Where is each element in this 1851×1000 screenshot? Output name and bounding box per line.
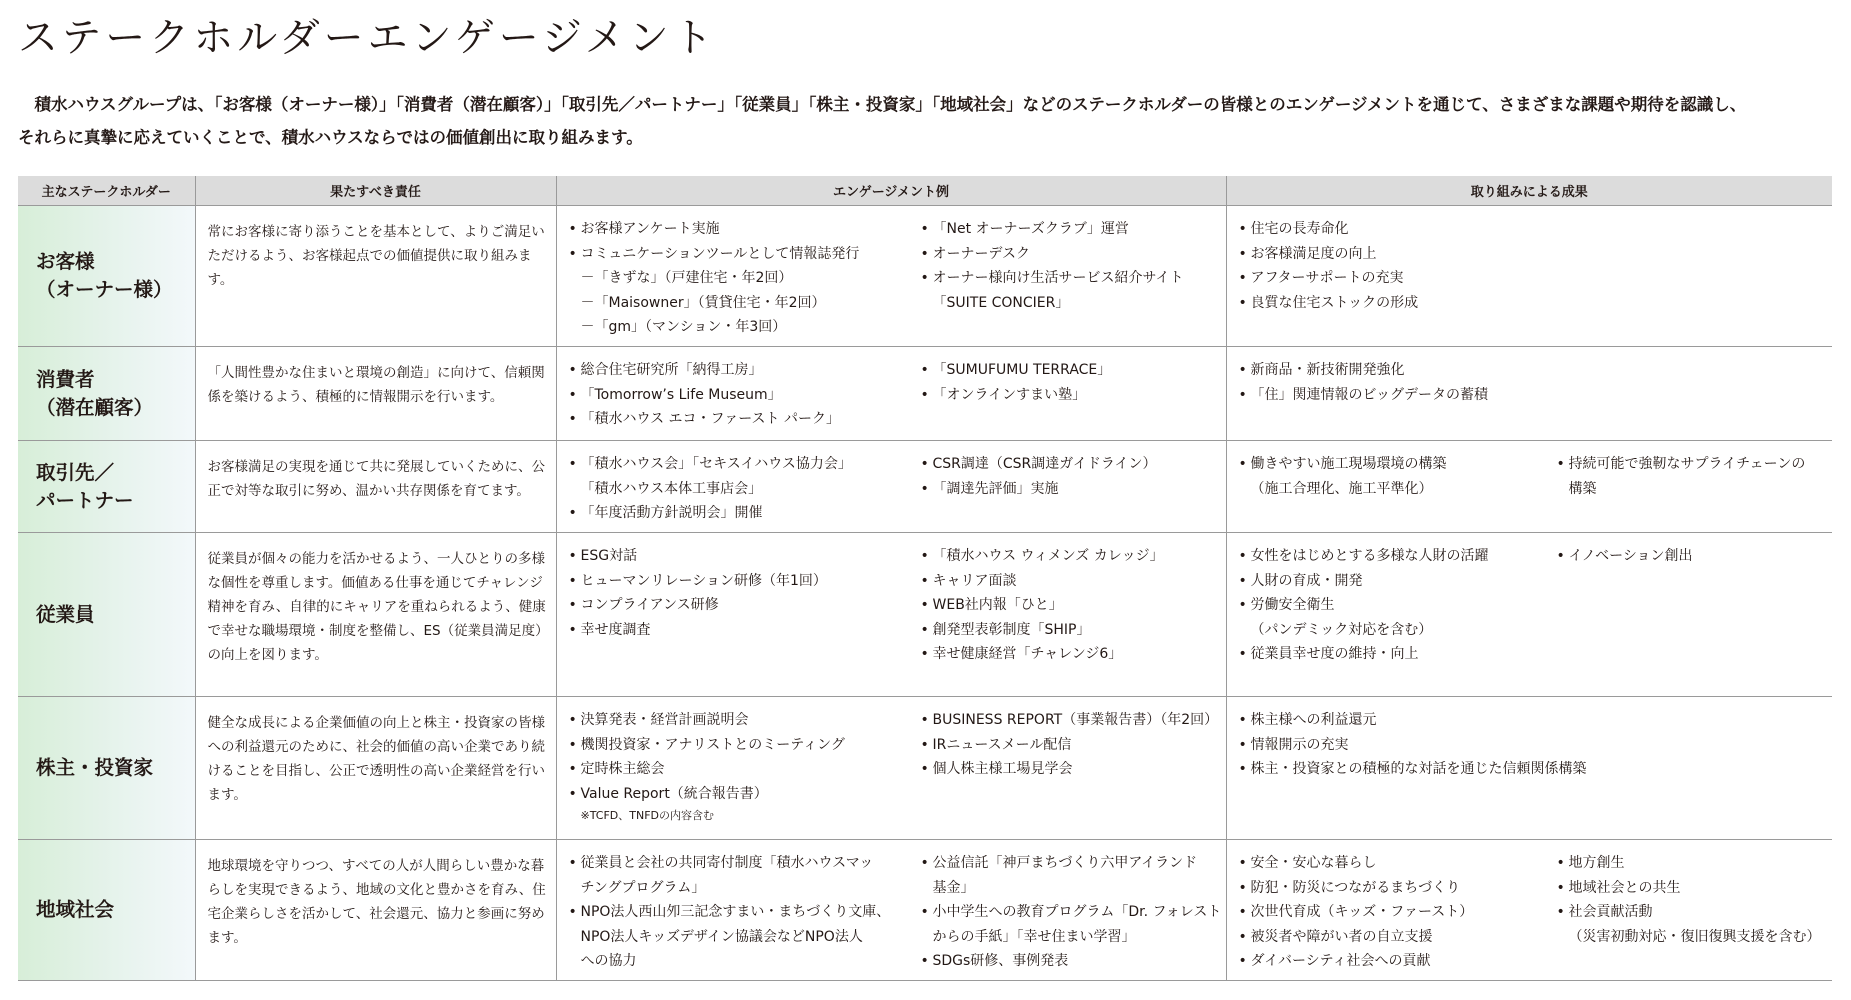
results-item: • 「住」関連情報のビッグデータの蓄積 <box>1237 383 1555 408</box>
header-stakeholder: 主なステークホルダー <box>18 176 195 206</box>
results-item: • 持続可能で強靭なサプライチェーンの <box>1555 452 1827 477</box>
engagement-item: • 決算発表・経営計画説明会 <box>567 708 919 733</box>
engagement-item: • 定時株主総会 <box>567 757 919 782</box>
engagement-list <box>919 708 1220 782</box>
engagement-list <box>567 217 919 340</box>
engagement-item: • ヒューマンリレーション研修（年1回） <box>567 569 919 594</box>
engagement-item: • 幸せ健康経営「チャレンジ6」 <box>919 642 1220 667</box>
engagement-item: －「Maisowner」（賃貸住宅・年2回） <box>580 294 826 311</box>
results-list <box>1237 452 1555 501</box>
results-item: • ダイバーシティ社会への貢献 <box>1237 949 1555 974</box>
engagement-list <box>919 217 1220 315</box>
engagement-item: • ESG対話 <box>567 544 919 569</box>
results-item: • 防犯・防災につながるまちづくり <box>1237 876 1555 901</box>
results-item: • 社会貢献活動 <box>1555 900 1827 925</box>
results-list <box>1555 452 1827 501</box>
engagement-item: NPO法人キッズデザイン協議会などNPO法人 <box>580 928 863 945</box>
engagement-item: • CSR調達（CSR調達ガイドライン） <box>919 452 1220 477</box>
engagement-list <box>919 452 1220 501</box>
results-item: • 株主・投資家との積極的な対話を通じた信頼関係構築 <box>1237 757 1555 782</box>
responsibility-cell: 常にお客様に寄り添うことを基本として、よりご満足いただけるよう、お客様起点での価値提供に取り組みます。 <box>195 206 556 347</box>
responsibility-cell: 「人間性豊かな住まいと環境の創造」に向けて、信頼関係を築けるよう、積極的に情報開示を行います。 <box>195 347 556 441</box>
engagement-item: • お客様アンケート実施 <box>567 217 919 242</box>
results-item: • 地方創生 <box>1555 851 1827 876</box>
intro-text <box>18 88 1830 154</box>
table-row <box>18 840 1832 981</box>
results-list <box>1237 358 1555 407</box>
engagement-item: • 総合住宅研究所「納得工房」 <box>567 358 919 383</box>
header-engagement: エンゲージメント例 <box>556 176 1226 206</box>
engagement-list <box>919 544 1220 667</box>
stakeholder-name: 株主・投資家 <box>36 756 154 779</box>
engagement-item: チングプログラム」 <box>580 879 706 896</box>
stakeholder-name: 消費者 <box>36 367 95 391</box>
results-item: • 人財の育成・開発 <box>1237 569 1555 594</box>
stakeholder-cell <box>18 206 195 347</box>
results-item: 構築 <box>1568 480 1597 497</box>
results-list <box>1237 851 1555 974</box>
engagement-item: • 個人株主様工場見学会 <box>919 757 1220 782</box>
table-body <box>18 206 1832 981</box>
results-item: • 新商品・新技術開発強化 <box>1237 358 1555 383</box>
results-list <box>1237 217 1555 315</box>
engagement-item: • 公益信託「神戸まちづくり六甲アイランド <box>919 851 1222 876</box>
header-responsibility: 果たすべき責任 <box>195 176 556 206</box>
engagement-cell <box>556 840 1226 981</box>
engagement-list <box>567 544 919 642</box>
stakeholder-cell <box>18 840 195 981</box>
engagement-item: • 「SUMUFUMU TERRACE」 <box>919 358 1220 383</box>
stakeholder-name: （潜在顧客） <box>36 395 154 419</box>
results-item: • 株主様への利益還元 <box>1237 708 1555 733</box>
results-cell <box>1226 441 1832 533</box>
engagement-item: • コンプライアンス研修 <box>567 593 919 618</box>
results-item: • アフターサポートの充実 <box>1237 266 1555 291</box>
results-item: • 地域社会との共生 <box>1555 876 1827 901</box>
engagement-cell <box>556 206 1226 347</box>
engagement-item: • 「調達先評価」実施 <box>919 477 1220 502</box>
engagement-item: 基金」 <box>932 879 975 896</box>
engagement-item: • オーナー様向け生活サービス紹介サイト <box>919 266 1220 291</box>
engagement-cell <box>556 347 1226 441</box>
results-list <box>1555 851 1827 949</box>
results-item: （施工合理化、施工平準化） <box>1250 480 1433 497</box>
engagement-item: への協力 <box>580 953 637 969</box>
results-cell <box>1226 533 1832 697</box>
engagement-item: • 「Tomorrow’s Life Museum」 <box>567 383 919 408</box>
stakeholder-name: お客様 <box>36 250 95 273</box>
engagement-item: • 創発型表彰制度「SHIP」 <box>919 618 1220 643</box>
engagement-item: • 「オンラインすまい塾」 <box>919 383 1220 408</box>
responsibility-cell: 地球環境を守りつつ、すべての人が人間らしい豊かな暮らしを実現できるよう、地域の文化と豊かさを育み、住宅企業らしさを活かして、社会還元、協力と参画に努めます。 <box>195 840 556 981</box>
results-item: • 働きやすい施工現場環境の構築 <box>1237 452 1555 477</box>
engagement-item: • SDGs研修、事例発表 <box>919 949 1222 974</box>
engagement-item: • キャリア面談 <box>919 569 1220 594</box>
stakeholder-name: パートナー <box>36 488 134 512</box>
engagement-item: • 「Net オーナーズクラブ」運営 <box>919 217 1220 242</box>
responsibility-cell: 健全な成長による企業価値の向上と株主・投資家の皆様への利益還元のために、社会的価値の高い企業であり続けることを目指し、公正で透明性の高い企業経営を行います。 <box>195 697 556 840</box>
engagement-list <box>567 452 919 526</box>
engagement-list <box>567 851 919 974</box>
results-item: • 情報開示の充実 <box>1237 733 1555 758</box>
engagement-item: • 「年度活動方針説明会」開催 <box>567 501 919 526</box>
engagement-item: からの手紙」「幸せ住まい学習」 <box>932 928 1136 945</box>
results-item: • 従業員幸せ度の維持・向上 <box>1237 642 1555 667</box>
stakeholder-cell <box>18 347 195 441</box>
stakeholder-cell <box>18 533 195 697</box>
engagement-item: －「gm」（マンション・年3回） <box>580 319 787 335</box>
engagement-cell <box>556 697 1226 840</box>
responsibility-cell: お客様満足の実現を通じて共に発展していくために、公正で対等な取引に努め、温かい共存関係を育てます。 <box>195 441 556 533</box>
stakeholder-cell <box>18 441 195 533</box>
engagement-item: • 幸せ度調査 <box>567 618 919 643</box>
engagement-item: 「積水ハウス本体工事店会」 <box>580 480 763 497</box>
results-list <box>1555 544 1827 569</box>
stakeholder-name: 取引先／ <box>36 460 115 484</box>
engagement-list <box>919 851 1222 974</box>
engagement-cell <box>556 533 1226 697</box>
results-list <box>1237 708 1587 782</box>
results-cell <box>1226 206 1832 347</box>
engagement-item: • 「積水ハウス ウィメンズ カレッジ」 <box>919 544 1220 569</box>
engagement-item: • 従業員と会社の共同寄付制度「積水ハウスマッ <box>567 851 919 876</box>
stakeholder-table <box>18 176 1832 981</box>
table-header-row <box>18 176 1832 206</box>
engagement-item: • 「積水ハウス会」「セキスイハウス協力会」 <box>567 452 919 477</box>
results-list <box>1237 544 1555 667</box>
engagement-item: • オーナーデスク <box>919 242 1220 267</box>
engagement-list <box>919 358 1220 407</box>
engagement-item: • Value Report（統合報告書） <box>567 782 919 807</box>
responsibility-cell: 従業員が個々の能力を活かせるよう、一人ひとりの多様な個性を尊重します。価値ある仕事を通じてチャレンジ精神を育み、自律的にキャリアを重ねられるよう、健康で幸せな職場環境・制度を整備し、ES（従業員満足度）の向上を図ります。 <box>195 533 556 697</box>
engagement-item: • WEB社内報「ひと」 <box>919 593 1220 618</box>
engagement-item: • NPO法人西山夘三記念すまい・まちづくり文庫、 <box>567 900 919 925</box>
results-cell <box>1226 840 1832 981</box>
engagement-item: • 機関投資家・アナリストとのミーティング <box>567 733 919 758</box>
results-cell <box>1226 347 1832 441</box>
results-item: • 安全・安心な暮らし <box>1237 851 1555 876</box>
engagement-item: • コミュニケーションツールとして情報誌発行 <box>567 242 919 267</box>
engagement-item: ※TCFD、TNFDの内容含む <box>580 809 715 822</box>
results-item: • 被災者や障がい者の自立支援 <box>1237 925 1555 950</box>
table-row <box>18 697 1832 840</box>
table-row <box>18 533 1832 697</box>
engagement-item: • 「積水ハウス エコ・ファースト パーク」 <box>567 407 919 432</box>
page-title: ステークホルダーエンゲージメント <box>18 15 717 61</box>
stakeholder-name: 従業員 <box>36 602 95 626</box>
results-item: （災害初動対応・復旧復興支援を含む） <box>1568 928 1821 945</box>
table-row <box>18 206 1832 347</box>
results-item: • 良質な住宅ストックの形成 <box>1237 291 1555 316</box>
engagement-cell <box>556 441 1226 533</box>
table-row <box>18 347 1832 441</box>
intro-line: それらに真摯に応えていくことで、積水ハウスならではの価値創出に取り組みます。 <box>18 128 643 147</box>
stakeholder-name: 地域社会 <box>36 898 115 921</box>
intro-line: 積水ハウスグループは、「お客様（オーナー様）」「消費者（潜在顧客）」「取引先／パートナー」「従業員」「株主・投資家」「地域社会」などのステークホルダーの皆様とのエンゲージメントを通じて、さまざまな課題や期待を認識し、 <box>18 95 1747 114</box>
engagement-list <box>567 708 919 825</box>
engagement-item: • BUSINESS REPORT（事業報告書）（年2回） <box>919 708 1220 733</box>
results-item: • 住宅の長寿命化 <box>1237 217 1555 242</box>
results-item: • 女性をはじめとする多様な人財の活躍 <box>1237 544 1555 569</box>
engagement-item: • 小中学生への教育プログラム「Dr. フォレスト <box>919 900 1222 925</box>
table-row <box>18 441 1832 533</box>
results-cell <box>1226 697 1832 840</box>
header-results: 取り組みによる成果 <box>1226 176 1832 206</box>
stakeholder-name: （オーナー様） <box>36 278 173 301</box>
engagement-item: • IRニュースメール配信 <box>919 733 1220 758</box>
engagement-item: －「きずな」（戸建住宅・年2回） <box>580 270 793 286</box>
results-item: • 次世代育成（キッズ・ファースト） <box>1237 900 1555 925</box>
results-item: （パンデミック対応を含む） <box>1250 621 1433 638</box>
stakeholder-cell <box>18 697 195 840</box>
engagement-item: 「SUITE CONCIER」 <box>932 294 1070 311</box>
engagement-list <box>567 358 919 432</box>
results-item: • イノベーション創出 <box>1555 544 1827 569</box>
results-item: • 労働安全衛生 <box>1237 593 1555 618</box>
results-item: • お客様満足度の向上 <box>1237 242 1555 267</box>
